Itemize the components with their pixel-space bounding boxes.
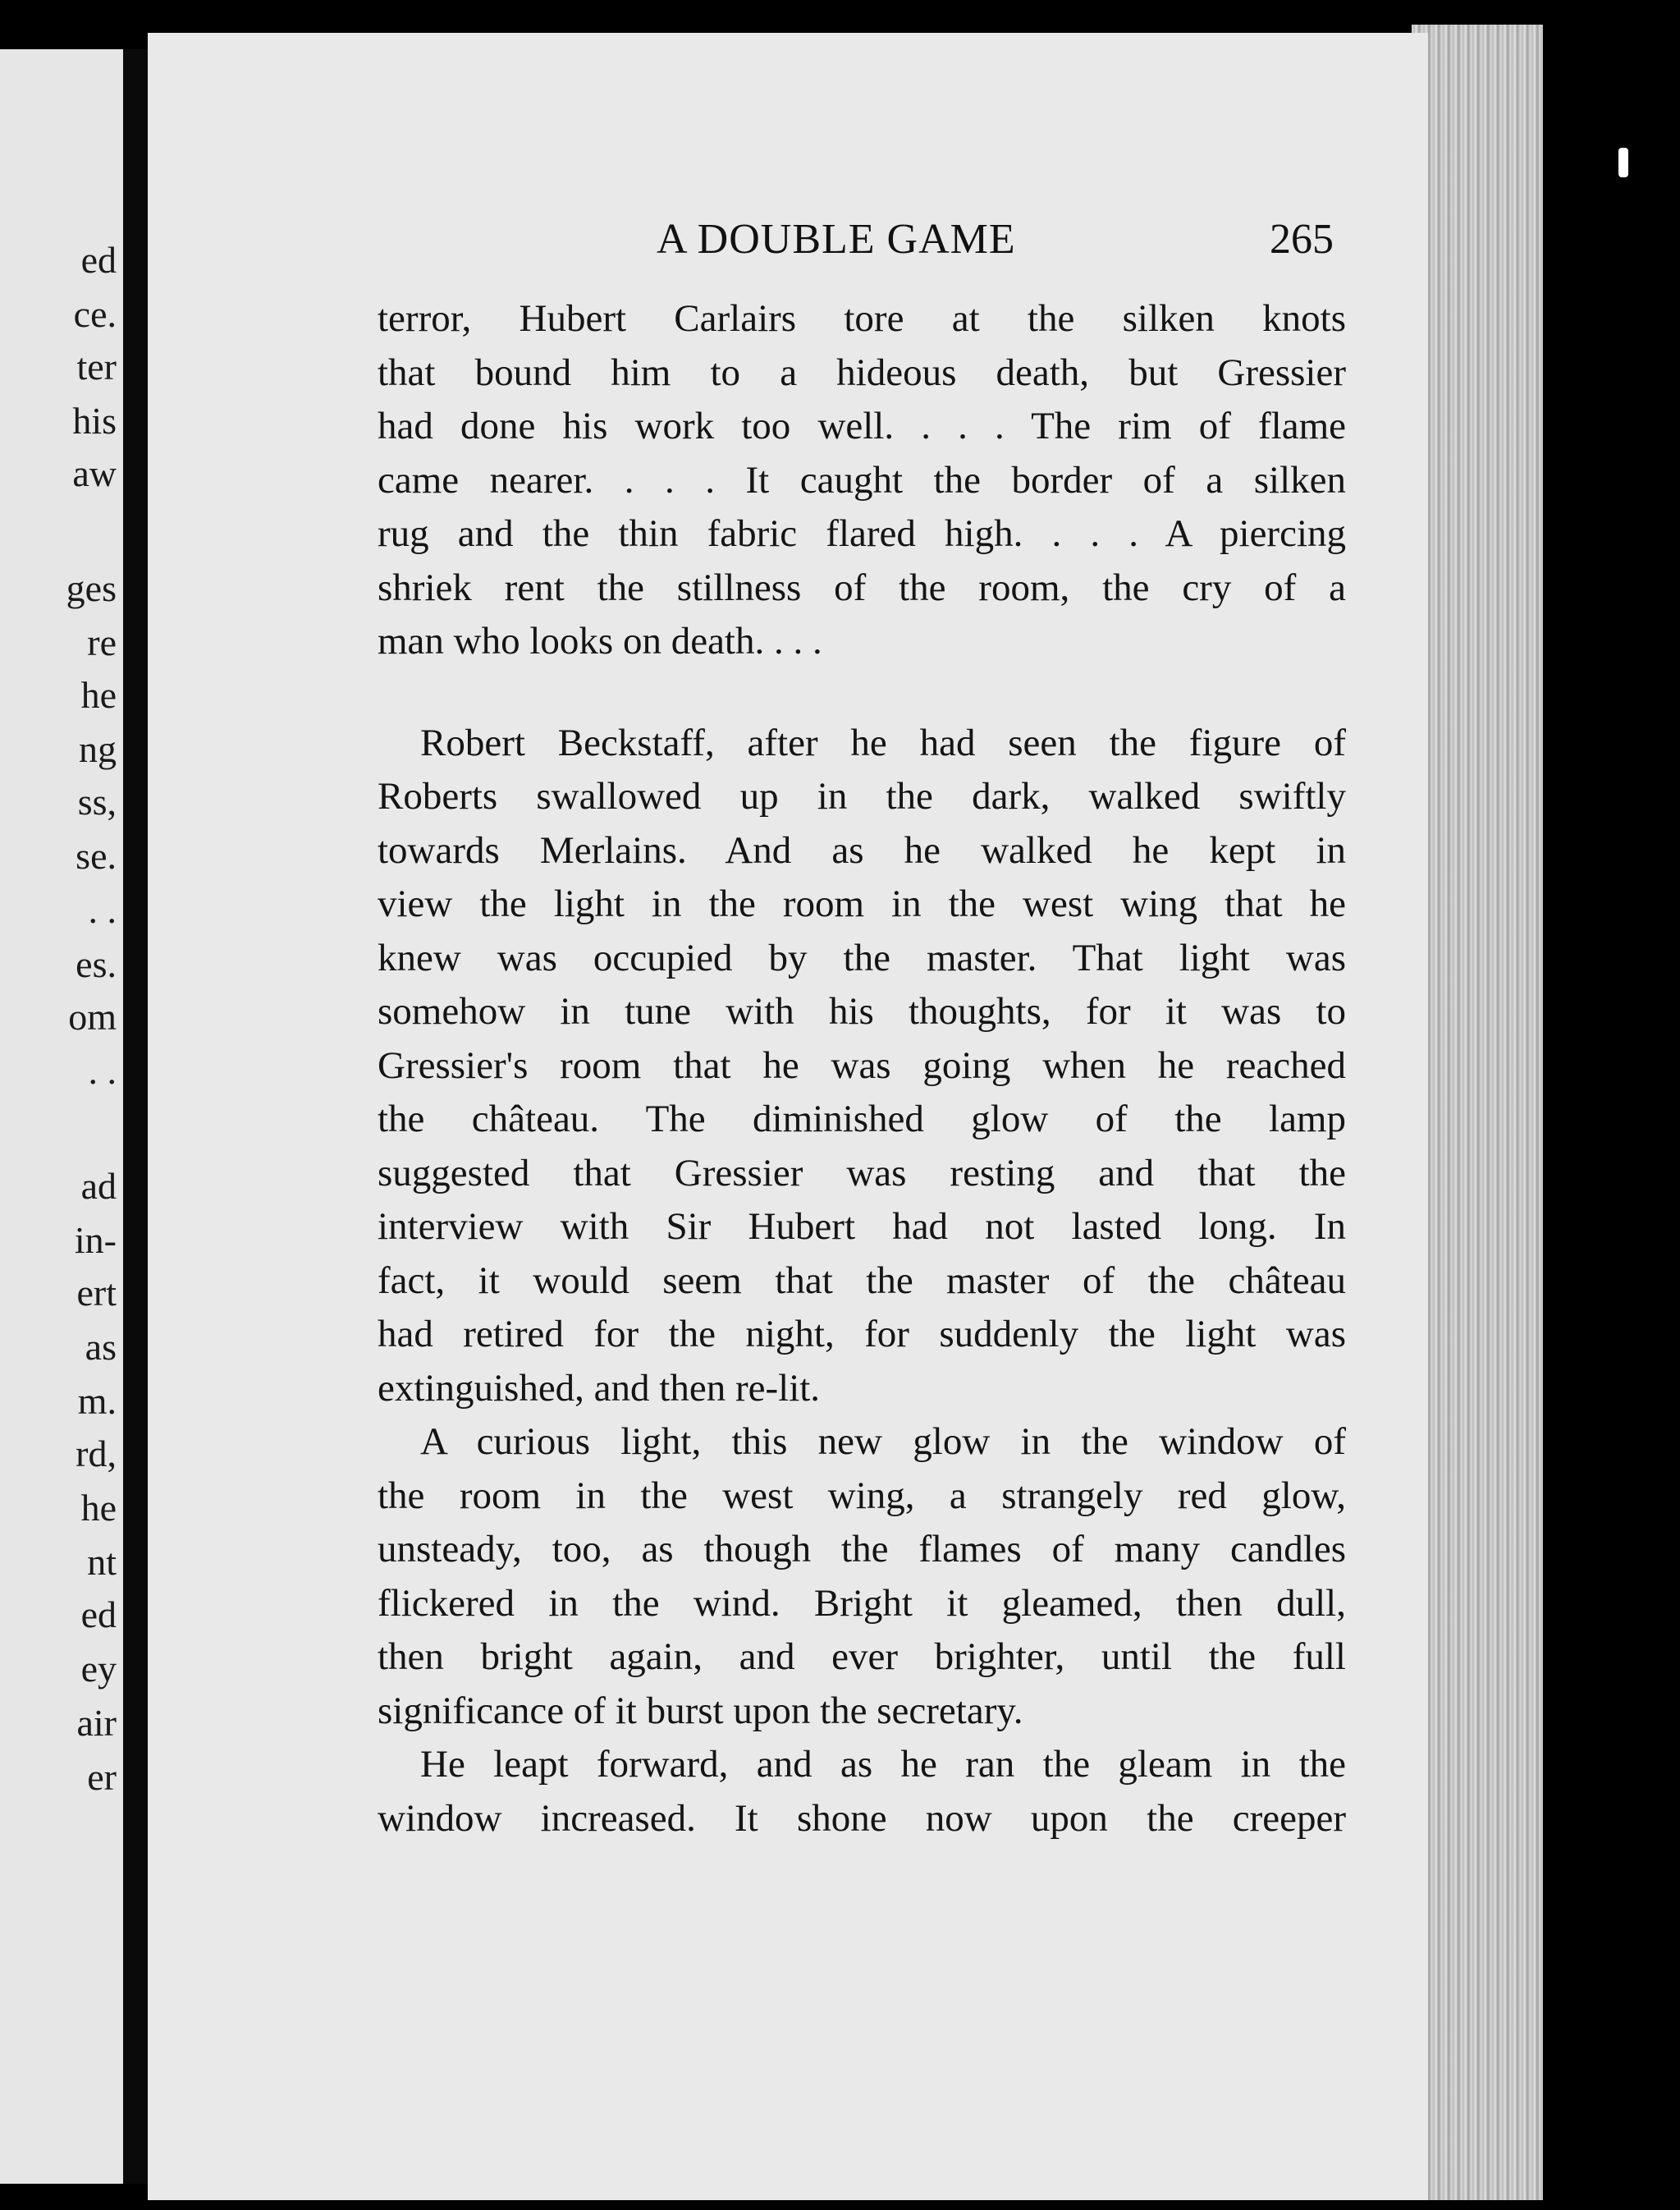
- page-header: [378, 215, 1334, 273]
- previous-page-text-fragment: ce.: [73, 293, 117, 335]
- body-text: [378, 292, 1346, 1845]
- page-edges: [1412, 25, 1543, 2200]
- text-line: extinguished, and then re-lit.: [378, 1366, 821, 1410]
- text-line: Gressier's room that he was going when he reached: [378, 1043, 1346, 1087]
- text-line: terror, Hubert Carlairs tore at the silken knots: [378, 297, 1346, 340]
- previous-page-text-fragment: nt: [87, 1541, 117, 1583]
- text-line: window increased. It shone now upon the creeper: [378, 1796, 1346, 1840]
- previous-page-text-fragment: se.: [76, 835, 117, 877]
- previous-page-text-fragment: er: [87, 1756, 117, 1798]
- text-line: view the light in the room in the west wing that he: [378, 883, 1346, 925]
- previous-page-text-fragment: ey: [80, 1648, 117, 1690]
- previous-page-text-fragment: he: [80, 674, 117, 716]
- text-line: fact, it would seem that the master of the château: [378, 1259, 1346, 1302]
- text-line: had done his work too well. . . . The rim of flame: [378, 405, 1346, 447]
- previous-page-text-fragment: in-: [74, 1219, 117, 1261]
- previous-page-text-fragment: es.: [76, 943, 117, 985]
- text-line: rug and the thin fabric flared high. . . . A piercing: [378, 512, 1346, 555]
- previous-page-text-fragment: air: [76, 1702, 117, 1744]
- paragraph: [378, 1738, 1346, 1845]
- previous-page-text-fragment: rd,: [76, 1433, 117, 1474]
- previous-page-text-fragment: ss,: [77, 781, 117, 823]
- text-line: the château. The diminished glow of the lamp: [378, 1098, 1346, 1140]
- previous-page-text-fragment: ed: [80, 1593, 117, 1635]
- text-line: flickered in the wind. Bright it gleamed, then dull,: [378, 1581, 1346, 1625]
- previous-page-text-fragment: ng: [79, 728, 117, 770]
- text-line: Roberts swallowed up in the dark, walked swiftly: [378, 775, 1346, 818]
- text-line: suggested that Gressier was resting and that the: [378, 1151, 1346, 1194]
- previous-page-text-fragment: m.: [77, 1380, 117, 1422]
- book-page: [148, 33, 1428, 2200]
- previous-page-text-fragment: ed: [80, 239, 117, 281]
- text-line: man who looks on death. . . .: [378, 620, 822, 663]
- text-line: towards Merlains. And as he walked he kept in: [378, 828, 1346, 872]
- previous-page-text-fragment: aw: [72, 452, 117, 494]
- previous-page-text-fragment: . .: [88, 1050, 117, 1092]
- book-gutter: [123, 49, 148, 2184]
- page-number: 265: [1270, 216, 1334, 263]
- previous-page-text-fragment: he: [80, 1487, 117, 1529]
- previous-page-text-fragment: ert: [76, 1272, 117, 1314]
- text-line: came nearer. . . . It caught the border of a silken: [378, 458, 1346, 502]
- previous-page-text-fragment: . .: [88, 889, 117, 931]
- previous-page-text-fragment: as: [85, 1326, 117, 1368]
- text-line: shriek rent the stillness of the room, the cry of a: [378, 566, 1346, 609]
- text-line: that bound him to a hideous death, but Gressier: [378, 351, 1346, 394]
- previous-page-text-fragment: ad: [80, 1165, 117, 1207]
- paragraph: [378, 292, 1346, 669]
- running-title: A DOUBLE GAME: [657, 216, 1016, 263]
- previous-page-text-fragment: ter: [76, 346, 117, 387]
- section-break: [378, 669, 1346, 717]
- previous-page-edge: [0, 49, 123, 2184]
- previous-page-text-fragment: his: [72, 400, 117, 442]
- scan-speck: [1618, 148, 1628, 177]
- paragraph: [378, 1415, 1346, 1738]
- text-line: significance of it burst upon the secretary.: [378, 1689, 1023, 1732]
- text-line: knew was occupied by the master. That light was: [378, 936, 1346, 979]
- text-line: the room in the west wing, a strangely red glow,: [378, 1474, 1346, 1517]
- text-line: interview with Sir Hubert had not lasted long. In: [378, 1205, 1346, 1248]
- paragraph: [378, 717, 1346, 1416]
- text-line: unsteady, too, as though the flames of many candles: [378, 1528, 1346, 1570]
- text-line: He leapt forward, and as he ran the gleam in the: [420, 1743, 1346, 1786]
- previous-page-text-fragment: re: [87, 621, 117, 663]
- text-line: A curious light, this new glow in the window of: [420, 1420, 1346, 1463]
- text-line: had retired for the night, for suddenly the light was: [378, 1313, 1346, 1355]
- previous-page-text-fragment: ges: [66, 567, 117, 609]
- text-line: somehow in tune with his thoughts, for it was to: [378, 990, 1346, 1033]
- previous-page-text-fragment: om: [68, 996, 117, 1038]
- text-line: then bright again, and ever brighter, until the full: [378, 1635, 1346, 1678]
- text-line: Robert Beckstaff, after he had seen the figure of: [420, 721, 1346, 764]
